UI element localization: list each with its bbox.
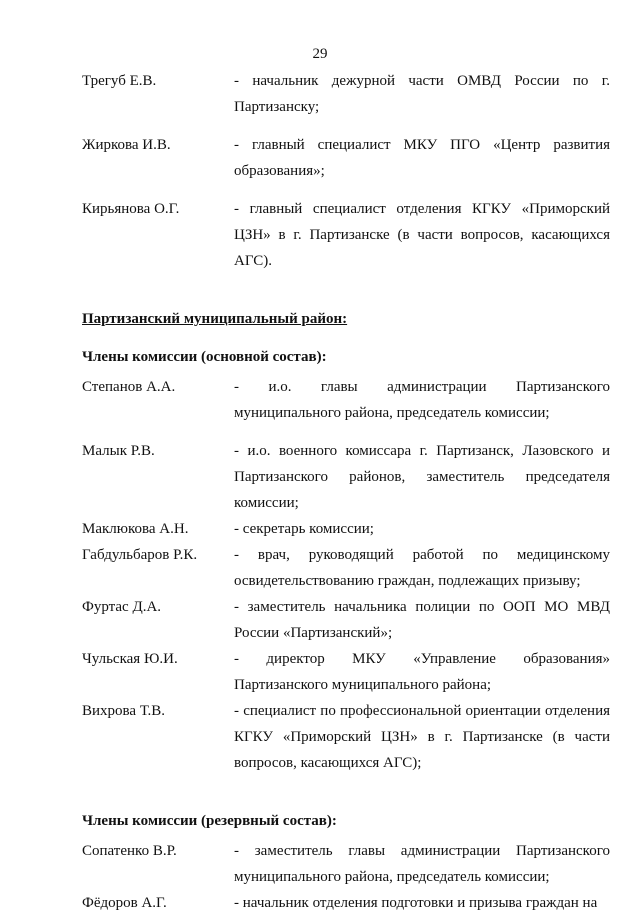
member-role: - главный специалист МКУ ПГО «Центр развития образования»; [234, 137, 610, 179]
member-name: Сопатенко В.Р. [82, 843, 177, 859]
member-row [82, 438, 610, 516]
member-row [82, 594, 610, 646]
member-row [82, 646, 610, 698]
member-row [82, 374, 610, 426]
reserve-composition-heading: Члены комиссии (резервный состав): [82, 813, 337, 829]
member-row [82, 516, 610, 542]
member-name: Степанов А.А. [82, 379, 176, 395]
member-row [82, 890, 610, 916]
page-number: 29 [312, 46, 328, 62]
member-name: Жиркова И.В. [82, 137, 171, 153]
member-role: - и.о. главы администрации Партизанского муниципального района, председатель комиссии; [234, 379, 610, 421]
member-name: Трегуб Е.В. [82, 73, 157, 89]
member-role: - и.о. военного комиссара г. Партизанск, Лазовского и Партизанского районов, заместитель председателя комиссии; [234, 443, 610, 511]
member-role: - начальник отделения подготовки и призыва граждан на [234, 895, 598, 911]
member-row [82, 542, 610, 594]
member-role: - заместитель главы администрации Партизанского муниципального района, председатель комиссии; [234, 843, 610, 885]
member-role: - секретарь комиссии; [234, 521, 374, 537]
member-role: - директор МКУ «Управление образования» Партизанского муниципального района; [234, 651, 610, 693]
member-name: Кирьянова О.Г. [82, 201, 180, 217]
member-role: - заместитель начальника полиции по ООП МО МВД России «Партизанский»; [234, 599, 610, 641]
member-name: Фуртас Д.А. [82, 599, 162, 615]
member-row [82, 196, 610, 274]
member-name: Фёдоров А.Г. [82, 895, 167, 911]
member-name: Маклюкова А.Н. [82, 521, 189, 537]
member-role: - врач, руководящий работой по медицинскому освидетельствованию граждан, подлежащих призыву; [234, 547, 610, 589]
main-composition-heading: Члены комиссии (основной состав): [82, 349, 327, 365]
member-role: - специалист по профессиональной ориентации отделения КГКУ «Приморский ЦЗН» в г. Партизанске (в части вопросов, касающихся АГС); [234, 703, 610, 771]
member-name: Чульская Ю.И. [82, 651, 178, 667]
member-name: Габдульбаров Р.К. [82, 547, 198, 563]
member-role: - начальник дежурной части ОМВД России по г. Партизанску; [234, 73, 610, 115]
member-name: Малык Р.В. [82, 443, 155, 459]
member-row [82, 132, 610, 184]
member-role: - главный специалист отделения КГКУ «Приморский ЦЗН» в г. Партизанске (в части вопросов, касающихся АГС). [234, 201, 610, 269]
member-row [82, 698, 610, 776]
document-body [82, 68, 610, 916]
member-row [82, 68, 610, 120]
member-name: Вихрова Т.В. [82, 703, 165, 719]
member-row [82, 838, 610, 890]
section-title: Партизанский муниципальный район: [82, 311, 348, 327]
